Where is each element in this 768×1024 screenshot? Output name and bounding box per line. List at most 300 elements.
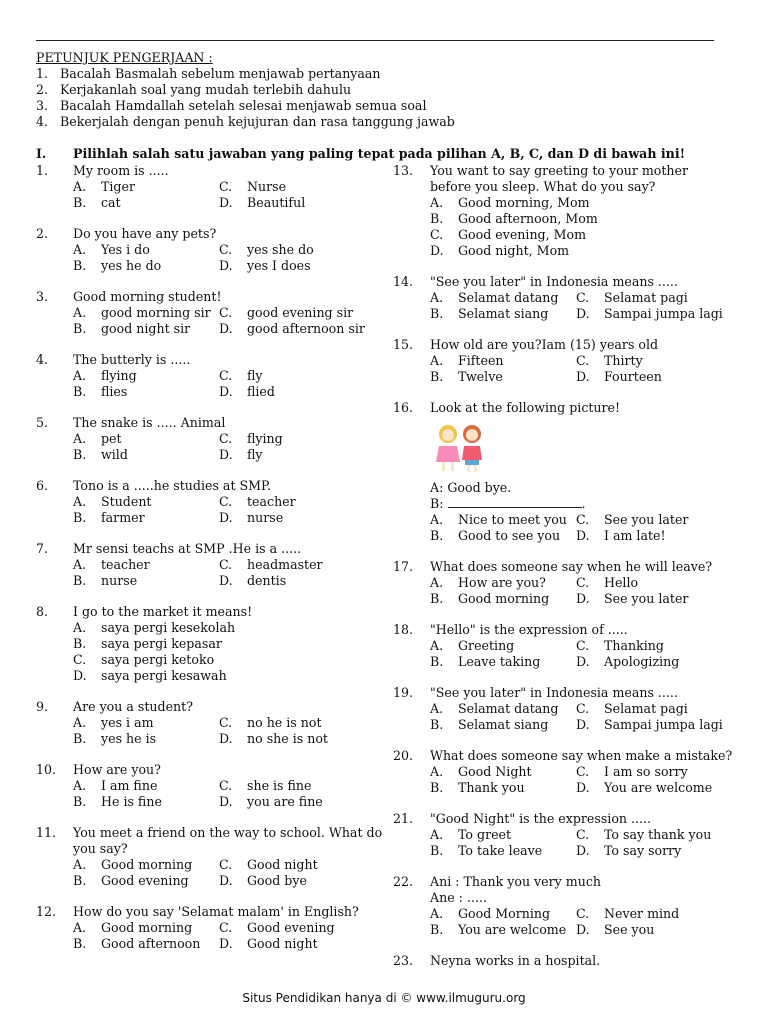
answer-option[interactable] xyxy=(430,306,576,322)
answer-option[interactable] xyxy=(576,591,726,607)
answer-option[interactable] xyxy=(73,510,219,526)
option-letter: A. xyxy=(430,827,444,842)
answer-option[interactable] xyxy=(73,557,219,573)
option-text: you are fine xyxy=(247,794,323,809)
question-stem xyxy=(393,811,733,827)
option-text: cat xyxy=(101,195,121,210)
option-text: farmer xyxy=(101,510,145,525)
question-line: How old are you?Iam (15) years old xyxy=(430,337,659,352)
option-letter: D. xyxy=(219,936,233,951)
answer-option[interactable] xyxy=(219,857,369,873)
option-letter: B. xyxy=(430,369,444,384)
option-letter: A. xyxy=(73,179,87,194)
option-text: good morning sir xyxy=(101,305,211,320)
question-stem xyxy=(393,874,733,906)
option-text: Good evening xyxy=(247,920,335,935)
answer-option[interactable] xyxy=(219,936,369,952)
answer-option[interactable] xyxy=(219,715,369,731)
question-line: What does someone say when he will leave? xyxy=(430,559,713,574)
option-text: Good to see you xyxy=(458,528,561,543)
answer-options xyxy=(430,827,733,859)
answer-option[interactable] xyxy=(219,557,369,573)
question-text xyxy=(73,226,391,242)
option-text: Good morning xyxy=(101,857,193,872)
answer-options xyxy=(73,494,391,526)
answer-option[interactable] xyxy=(430,827,576,843)
question-stem xyxy=(393,163,733,195)
question-number: 19. xyxy=(393,685,414,700)
answer-option[interactable] xyxy=(576,654,726,670)
question-text xyxy=(430,163,733,195)
question-text xyxy=(430,811,733,827)
question-line: How do you say 'Selamat malam' in English? xyxy=(73,904,359,919)
option-text: yes he is xyxy=(101,731,157,746)
option-letter: A. xyxy=(73,857,87,872)
answer-options xyxy=(73,305,391,337)
answer-option[interactable] xyxy=(73,873,219,889)
question-line: You want to say greeting to your mother before you sleep. What do you say? xyxy=(430,163,689,194)
question xyxy=(36,226,391,274)
answer-options xyxy=(430,195,733,259)
option-text: Good night xyxy=(247,936,318,951)
option-letter: B. xyxy=(73,573,87,588)
answer-option[interactable] xyxy=(219,573,369,589)
question-text xyxy=(430,400,733,416)
answer-option[interactable] xyxy=(430,227,733,243)
answer-option[interactable] xyxy=(73,794,219,810)
answer-option[interactable] xyxy=(430,512,576,528)
option-text: Good Night xyxy=(458,764,532,779)
answer-options xyxy=(73,431,391,463)
question-text xyxy=(73,478,391,494)
question-number: 18. xyxy=(393,622,414,637)
question-text xyxy=(430,874,733,906)
question-text xyxy=(430,685,733,701)
question-text xyxy=(430,953,733,969)
question-number: 17. xyxy=(393,559,414,574)
option-letter: D. xyxy=(576,717,590,732)
question-number: 21. xyxy=(393,811,414,826)
question-number: 22. xyxy=(393,874,414,889)
option-letter: D. xyxy=(219,384,233,399)
answer-option[interactable] xyxy=(73,920,219,936)
question-stem xyxy=(393,337,733,353)
question-line: Are you a student? xyxy=(73,699,193,714)
answer-option[interactable] xyxy=(73,936,219,952)
answer-option[interactable] xyxy=(73,731,219,747)
answer-option[interactable] xyxy=(430,701,576,717)
instruction-item: 3. Bacalah Hamdallah setelah selesai menjawab semua soal xyxy=(36,98,427,113)
option-text: no she is not xyxy=(247,731,328,746)
answer-option[interactable] xyxy=(73,384,219,400)
question-number: 6. xyxy=(36,478,49,493)
top-rule xyxy=(36,40,714,41)
option-letter: C. xyxy=(219,242,233,257)
option-text: Good evening, Mom xyxy=(458,227,587,242)
answer-option[interactable] xyxy=(430,906,576,922)
option-text: saya pergi kepasar xyxy=(101,636,222,651)
question-line: "Good Night" is the expression ..... xyxy=(430,811,652,826)
question-number: 10. xyxy=(36,762,57,777)
answer-option[interactable] xyxy=(73,195,219,211)
question xyxy=(393,337,733,385)
option-text: yes he do xyxy=(101,258,162,273)
answer-option[interactable] xyxy=(576,922,726,938)
option-text: Leave taking xyxy=(458,654,541,669)
option-letter: C. xyxy=(219,179,233,194)
answer-option[interactable] xyxy=(73,778,219,794)
option-letter: C. xyxy=(219,368,233,383)
option-text: You are welcome xyxy=(458,922,567,937)
answer-option[interactable] xyxy=(219,195,369,211)
option-letter: C. xyxy=(219,494,233,509)
instructions xyxy=(36,50,716,130)
question-number: 11. xyxy=(36,825,57,840)
dialog-end: . xyxy=(581,496,586,511)
option-letter: A. xyxy=(73,778,87,793)
answer-option[interactable] xyxy=(430,780,576,796)
answer-option[interactable] xyxy=(219,920,369,936)
answer-option[interactable] xyxy=(576,843,726,859)
question xyxy=(36,762,391,810)
option-letter: D. xyxy=(219,794,233,809)
option-text: yes she do xyxy=(247,242,314,257)
answer-option[interactable] xyxy=(576,780,726,796)
question-text xyxy=(430,622,733,638)
answer-option[interactable] xyxy=(73,636,391,652)
question xyxy=(393,163,733,259)
section-number: I. xyxy=(36,146,47,161)
option-letter: B. xyxy=(73,447,87,462)
option-letter: A. xyxy=(73,242,87,257)
option-text: Thirty xyxy=(604,353,643,368)
option-letter: A. xyxy=(73,715,87,730)
question-text xyxy=(73,415,391,431)
answer-option[interactable] xyxy=(73,494,219,510)
answer-option[interactable] xyxy=(73,368,219,384)
answer-options xyxy=(430,764,733,796)
option-text: Selamat siang xyxy=(458,717,549,732)
option-letter: B. xyxy=(73,794,87,809)
option-text: good afternoon sir xyxy=(247,321,365,336)
answer-option[interactable] xyxy=(576,369,726,385)
question-line: How are you? xyxy=(73,762,161,777)
option-letter: A. xyxy=(430,512,444,527)
question-stem xyxy=(393,559,733,575)
option-letter: B. xyxy=(73,258,87,273)
answer-option[interactable] xyxy=(576,764,726,780)
option-text: flied xyxy=(247,384,275,399)
question-text xyxy=(73,604,391,620)
option-text: I am fine xyxy=(101,778,158,793)
question-stem xyxy=(36,762,391,778)
question xyxy=(36,604,391,684)
option-letter: D. xyxy=(576,369,590,384)
question-line: The snake is ..... Animal xyxy=(73,415,226,430)
answer-options xyxy=(73,179,391,211)
question-line: Do you have any pets? xyxy=(73,226,217,241)
question-stem xyxy=(36,289,391,305)
answer-option[interactable] xyxy=(430,369,576,385)
question-text xyxy=(73,825,391,857)
question xyxy=(36,699,391,747)
option-text: flying xyxy=(101,368,137,383)
answer-option[interactable] xyxy=(73,305,219,321)
answer-option[interactable] xyxy=(219,321,369,337)
question-text xyxy=(430,274,733,290)
option-letter: A. xyxy=(73,920,87,935)
answer-option[interactable] xyxy=(430,717,576,733)
option-letter: C. xyxy=(219,920,233,935)
answer-option[interactable] xyxy=(430,243,733,259)
option-letter: D. xyxy=(219,195,233,210)
question-number: 12. xyxy=(36,904,57,919)
option-letter: B. xyxy=(73,510,87,525)
question-line: Tono is a .....he studies at SMP. xyxy=(73,478,271,493)
answer-options xyxy=(430,290,733,322)
answer-option[interactable] xyxy=(430,353,576,369)
option-letter: C. xyxy=(219,857,233,872)
answer-options xyxy=(73,368,391,400)
option-letter: B. xyxy=(73,936,87,951)
option-text: Good night, Mom xyxy=(458,243,570,258)
instruction-item: 4. Bekerjalah dengan penuh kejujuran dan rasa tanggung jawab xyxy=(36,114,455,129)
question-text xyxy=(73,352,391,368)
question-line: Look at the following picture! xyxy=(430,400,621,415)
answer-option[interactable] xyxy=(73,715,219,731)
option-letter: C. xyxy=(576,906,590,921)
answer-option[interactable] xyxy=(430,290,576,306)
answer-option[interactable] xyxy=(430,922,576,938)
question-stem xyxy=(36,904,391,920)
option-text: Fourteen xyxy=(604,369,662,384)
answer-option[interactable] xyxy=(219,179,369,195)
option-text: Hello xyxy=(604,575,639,590)
option-letter: D. xyxy=(219,873,233,888)
answer-option[interactable] xyxy=(430,764,576,780)
option-letter: C. xyxy=(219,715,233,730)
option-text: Good night xyxy=(247,857,318,872)
option-letter: C. xyxy=(576,575,590,590)
option-text: good evening sir xyxy=(247,305,354,320)
option-letter: A. xyxy=(73,431,87,446)
question-number: 1. xyxy=(36,163,49,178)
answer-option[interactable] xyxy=(219,794,369,810)
answer-option[interactable] xyxy=(219,305,369,321)
option-letter: C. xyxy=(219,557,233,572)
option-text: Selamat datang xyxy=(458,290,559,305)
option-letter: C. xyxy=(73,652,87,667)
option-letter: B. xyxy=(430,922,444,937)
question xyxy=(393,622,733,670)
option-text: wild xyxy=(101,447,128,462)
option-text: Apologizing xyxy=(604,654,680,669)
answer-option[interactable] xyxy=(576,353,726,369)
question-line: Neyna works in a hospital. xyxy=(430,953,601,968)
option-text: Sampai jumpa lagi xyxy=(604,306,723,321)
option-letter: A. xyxy=(430,764,444,779)
question xyxy=(393,685,733,733)
answer-option[interactable] xyxy=(576,638,726,654)
answer-option[interactable] xyxy=(576,306,726,322)
right-question-column xyxy=(393,163,733,984)
answer-options xyxy=(430,353,733,385)
answer-option[interactable] xyxy=(576,827,726,843)
question-line: "See you later" in Indonesia means ..... xyxy=(430,685,678,700)
option-text: Good morning, Mom xyxy=(458,195,590,210)
answer-option[interactable] xyxy=(73,573,219,589)
answer-option[interactable] xyxy=(430,575,576,591)
answer-option[interactable] xyxy=(576,701,726,717)
answer-options xyxy=(73,778,391,810)
answer-option[interactable] xyxy=(73,179,219,195)
question xyxy=(393,274,733,322)
option-letter: C. xyxy=(219,431,233,446)
answer-option[interactable] xyxy=(73,431,219,447)
answer-option[interactable] xyxy=(430,843,576,859)
option-text: He is fine xyxy=(101,794,162,809)
answer-option[interactable] xyxy=(219,368,369,384)
option-text: flies xyxy=(101,384,128,399)
answer-option[interactable] xyxy=(219,731,369,747)
answer-option[interactable] xyxy=(73,652,391,668)
question xyxy=(36,352,391,400)
answer-option[interactable] xyxy=(219,494,369,510)
answer-option[interactable] xyxy=(576,512,726,528)
option-letter: D. xyxy=(576,780,590,795)
option-letter: B. xyxy=(73,636,87,651)
option-letter: A. xyxy=(430,290,444,305)
option-text: Good Morning xyxy=(458,906,551,921)
answer-options xyxy=(73,242,391,274)
option-text: Selamat datang xyxy=(458,701,559,716)
option-text: Thanking xyxy=(604,638,664,653)
answer-option[interactable] xyxy=(576,528,726,544)
question-stem xyxy=(393,748,733,764)
answer-option[interactable] xyxy=(430,528,576,544)
option-text: Selamat pagi xyxy=(604,290,688,305)
option-letter: D. xyxy=(219,258,233,273)
option-text: Good evening xyxy=(101,873,189,888)
question-line: "Hello" is the expression of ..... xyxy=(430,622,628,637)
question-stem xyxy=(36,604,391,620)
option-letter: B. xyxy=(73,321,87,336)
option-text: fly xyxy=(247,447,263,462)
question-number: 16. xyxy=(393,400,414,415)
answer-option[interactable] xyxy=(430,195,733,211)
option-letter: D. xyxy=(219,447,233,462)
option-letter: A. xyxy=(430,701,444,716)
question-text xyxy=(73,699,391,715)
answer-option[interactable] xyxy=(73,447,219,463)
option-letter: B. xyxy=(430,843,444,858)
question-stem xyxy=(36,699,391,715)
option-text: nurse xyxy=(101,573,138,588)
answer-option[interactable] xyxy=(73,620,391,636)
option-text: I am late! xyxy=(604,528,666,543)
option-text: Student xyxy=(101,494,152,509)
question-line: Ane : ..... xyxy=(430,890,487,905)
answer-option[interactable] xyxy=(430,654,576,670)
question-line: Ani : Thank you very much xyxy=(430,874,601,889)
question xyxy=(393,874,733,938)
answer-option[interactable] xyxy=(219,510,369,526)
question xyxy=(393,400,733,544)
answer-option[interactable] xyxy=(576,290,726,306)
answer-options xyxy=(430,701,733,733)
question-text xyxy=(73,289,391,305)
answer-option[interactable] xyxy=(576,575,726,591)
answer-option[interactable] xyxy=(73,258,219,274)
question xyxy=(36,415,391,463)
option-text: How are you? xyxy=(458,575,546,590)
option-letter: C. xyxy=(576,827,590,842)
option-letter: C. xyxy=(576,353,590,368)
option-letter: D. xyxy=(73,668,87,683)
question-text xyxy=(73,163,391,179)
answer-option[interactable] xyxy=(576,717,726,733)
question-stem xyxy=(36,352,391,368)
question-stem xyxy=(393,953,733,969)
answer-option[interactable] xyxy=(430,638,576,654)
option-letter: D. xyxy=(219,573,233,588)
answer-option[interactable] xyxy=(73,321,219,337)
option-text: teacher xyxy=(247,494,296,509)
option-letter: B. xyxy=(430,780,444,795)
answer-option[interactable] xyxy=(219,431,369,447)
question xyxy=(36,904,391,952)
option-text: saya pergi kesawah xyxy=(101,668,227,683)
answer-option[interactable] xyxy=(219,242,369,258)
answer-option[interactable] xyxy=(576,906,726,922)
answer-option[interactable] xyxy=(219,447,369,463)
question-stem xyxy=(36,825,391,857)
option-text: Sampai jumpa lagi xyxy=(604,717,723,732)
answer-option[interactable] xyxy=(219,258,369,274)
answer-option[interactable] xyxy=(73,857,219,873)
answer-options xyxy=(430,512,733,544)
instruction-item: 2. Kerjakanlah soal yang mudah terlebih dahulu xyxy=(36,82,352,97)
option-text: To say thank you xyxy=(604,827,712,842)
answer-option[interactable] xyxy=(219,778,369,794)
question-line: You meet a friend on the way to school. What do you say? xyxy=(73,825,383,856)
option-letter: C. xyxy=(576,701,590,716)
option-text: See you xyxy=(604,922,655,937)
answer-option[interactable] xyxy=(219,384,369,400)
question-number: 9. xyxy=(36,699,49,714)
option-letter: D. xyxy=(576,528,590,543)
question xyxy=(36,478,391,526)
option-text: Nurse xyxy=(247,179,287,194)
option-letter: C. xyxy=(219,778,233,793)
question-number: 5. xyxy=(36,415,49,430)
option-letter: D. xyxy=(576,306,590,321)
option-letter: A. xyxy=(430,906,444,921)
question-stem xyxy=(393,622,733,638)
answer-option[interactable] xyxy=(430,211,733,227)
answer-option[interactable] xyxy=(219,873,369,889)
answer-option[interactable] xyxy=(73,668,391,684)
option-text: saya pergi ketoko xyxy=(101,652,215,667)
option-letter: A. xyxy=(73,557,87,572)
question xyxy=(393,953,733,969)
option-text: To say sorry xyxy=(604,843,682,858)
answer-option[interactable] xyxy=(430,591,576,607)
dialog-line-b xyxy=(430,496,733,512)
answer-option[interactable] xyxy=(73,242,219,258)
option-text: Beautiful xyxy=(247,195,306,210)
option-letter: C. xyxy=(576,512,590,527)
